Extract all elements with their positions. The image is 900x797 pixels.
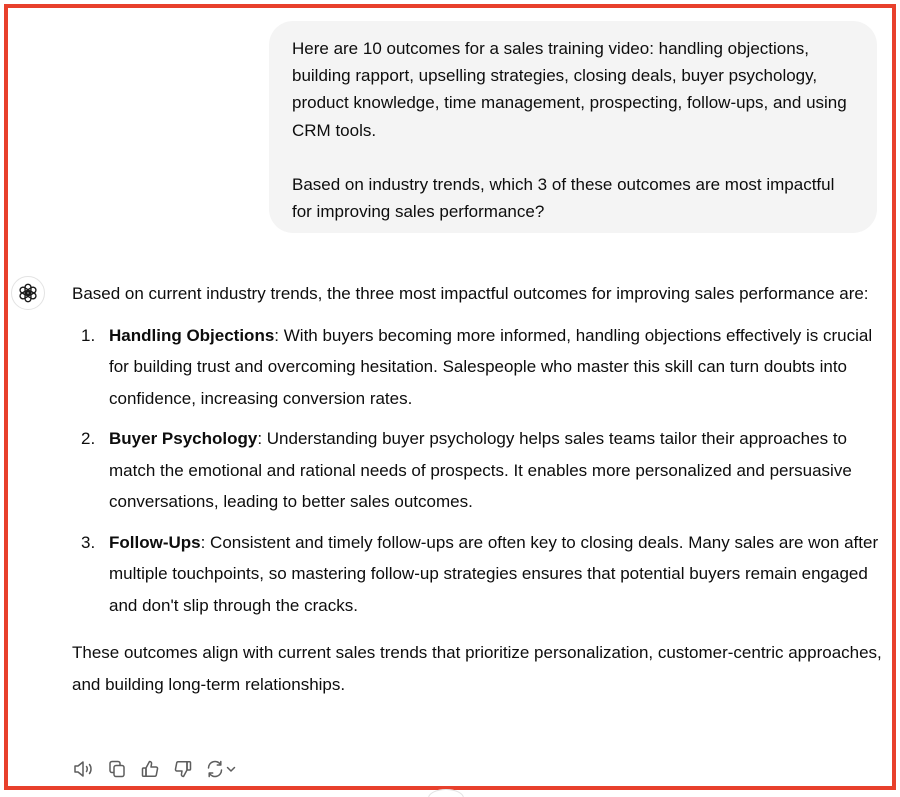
- speaker-icon: [73, 759, 95, 779]
- outcome-title: Handling Objections: [109, 325, 275, 345]
- regenerate-button[interactable]: [205, 759, 237, 779]
- copy-button[interactable]: [106, 758, 128, 780]
- thumbs-up-icon: [140, 759, 160, 779]
- scroll-to-bottom-button[interactable]: [428, 789, 464, 797]
- assistant-avatar: [11, 276, 45, 310]
- thumbs-down-button[interactable]: [172, 758, 194, 780]
- outcome-title: Follow-Ups: [109, 532, 201, 552]
- copy-icon: [107, 759, 127, 779]
- refresh-icon: [205, 759, 225, 779]
- message-action-bar: [73, 757, 237, 781]
- outcome-text: : Understanding buyer psychology helps sales teams tailor their approaches to match the emotional and rational needs of prospects. It enables more personalized and persuasive conversations, leading to better sales outcomes.: [109, 429, 852, 511]
- outcome-item: [72, 527, 882, 622]
- user-message-paragraph: Based on industry trends, which 3 of these outcomes are most impactful for improving sales performance?: [292, 174, 835, 222]
- outcome-number: 2.: [81, 429, 96, 448]
- read-aloud-button[interactable]: [73, 758, 95, 780]
- outcome-number: 3.: [81, 532, 96, 552]
- outcome-text: : With buyers becoming more informed, handling objections effectively is crucial for building trust and overcoming hesitation. Salespeople who master this skill can turn doubts into confidence, increasing conversion rates.: [109, 325, 873, 408]
- outcome-item: [72, 320, 882, 415]
- thumbs-down-icon: [173, 759, 193, 779]
- assistant-intro: Based on current industry trends, the three most impactful outcomes for improving sales performance are:: [72, 284, 869, 303]
- outcome-title: Buyer Psychology: [109, 429, 258, 448]
- outcome-item: [72, 423, 882, 518]
- thumbs-up-button[interactable]: [139, 758, 161, 780]
- user-message-paragraph: Here are 10 outcomes for a sales training video: handling objections, building rapport, upselling strategies, closing deals, buyer psychology, product knowledge, time management, prospecting, follow-ups, and using CRM tools.: [292, 39, 847, 140]
- chevron-down-icon: [225, 763, 237, 775]
- outcome-number: 1.: [81, 325, 96, 345]
- assistant-closing: These outcomes align with current sales trends that prioritize personalization, customer-centric approaches, and building long-term relationships.: [72, 643, 882, 694]
- openai-logo-icon: [17, 282, 39, 304]
- user-message-bubble: [269, 21, 877, 233]
- outcome-list: [72, 320, 882, 622]
- assistant-message: [72, 278, 882, 700]
- outcome-text: : Consistent and timely follow-ups are often key to closing deals. Many sales are won after multiple touchpoints, so mastering follow-up strategies ensures that potential buyers remain engaged and don't slip through the cracks.: [109, 532, 879, 615]
